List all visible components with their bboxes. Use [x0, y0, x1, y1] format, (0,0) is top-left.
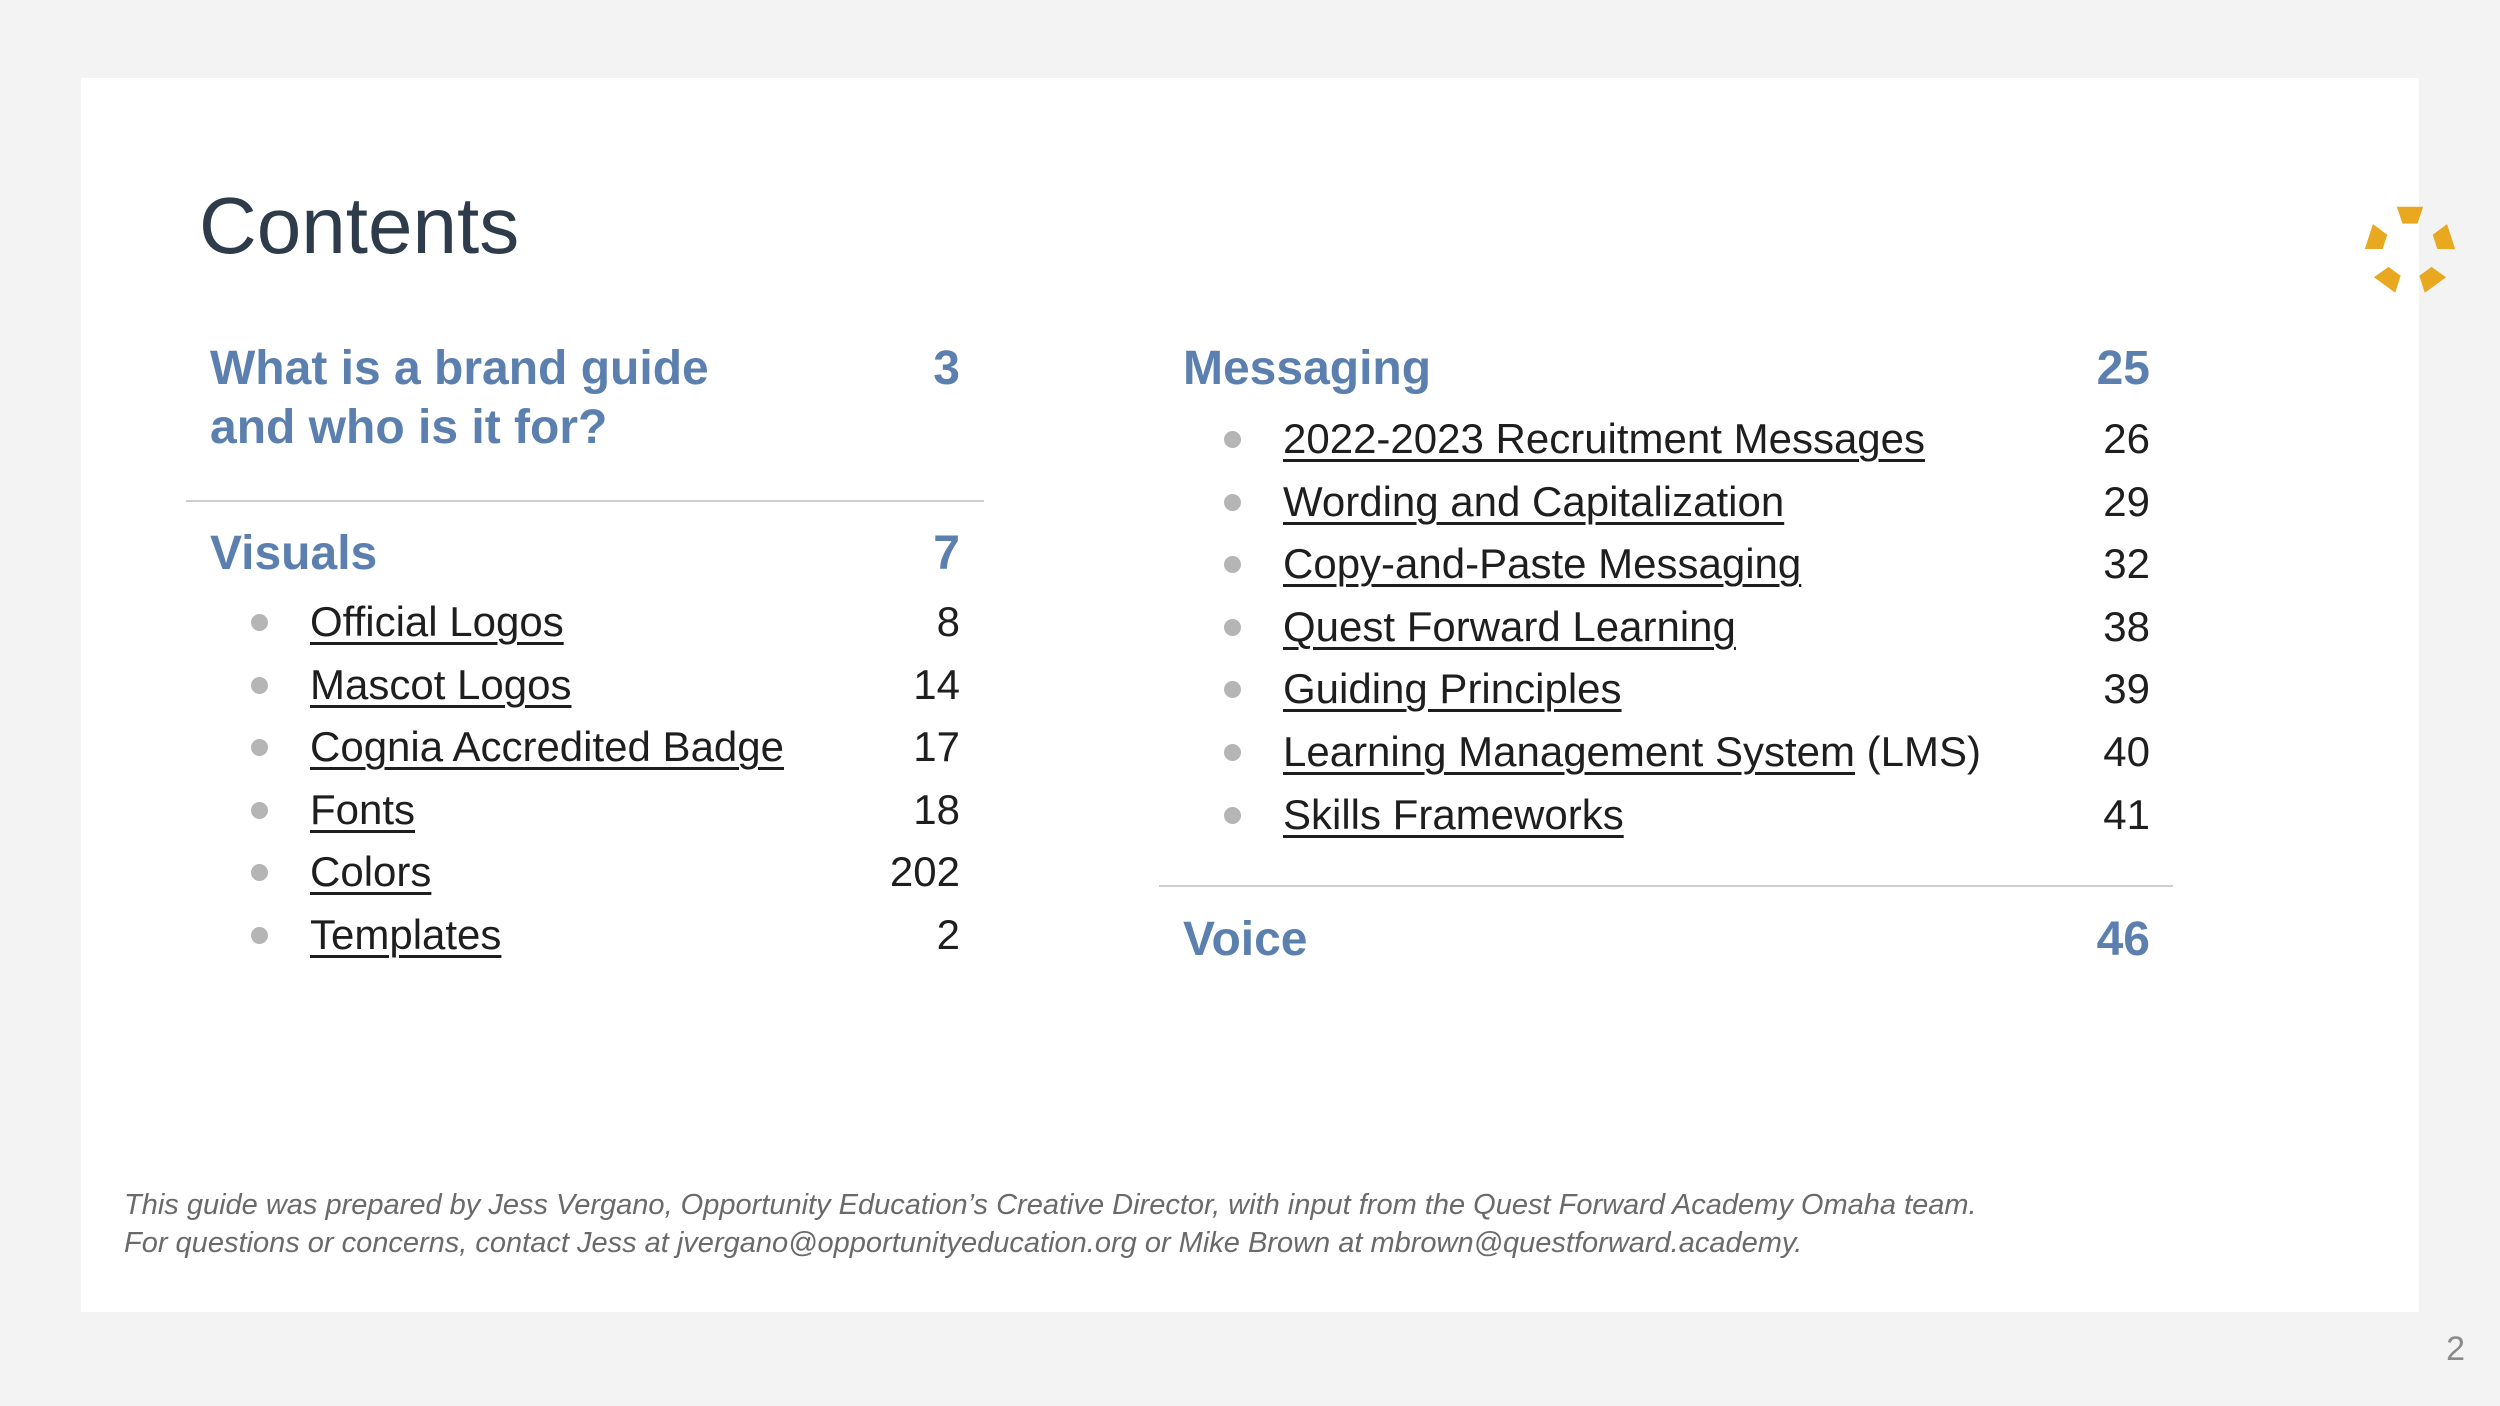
toc-page-number: 8 — [936, 598, 960, 645]
toc-item — [310, 591, 564, 653]
footer-line-1: This guide was prepared by Jess Vergano, Opportunity Education’s Creative Director, with input from the Quest Forward Academy Omaha team. — [124, 1189, 1977, 1221]
toc-link[interactable]: Templates — [310, 911, 502, 958]
divider-right — [1159, 885, 2173, 887]
section-title-voice[interactable]: Voice — [1183, 913, 1308, 966]
toc-page-number: 40 — [2103, 728, 2150, 775]
intro-title-line1: What is a brand guide — [210, 342, 709, 395]
bullet-dot-icon — [1224, 807, 1241, 824]
toc-link[interactable]: Learning Management System — [1283, 728, 1855, 775]
toc-page-number: 32 — [2103, 540, 2150, 588]
toc-item — [1283, 784, 1624, 846]
toc-link[interactable]: Guiding Principles — [1283, 665, 1622, 713]
toc-link[interactable]: Cognia Accredited Badge — [310, 723, 784, 771]
toc-item — [1283, 658, 1622, 720]
toc-item — [310, 654, 571, 716]
toc-link[interactable]: Fonts — [310, 785, 416, 833]
toc-page-number: 17 — [913, 723, 960, 771]
section-page-intro: 3 — [933, 342, 960, 395]
toc-page-number: 29 — [2103, 477, 2150, 525]
toc-link[interactable]: Mascot Logos — [310, 660, 572, 708]
toc-item — [310, 716, 784, 778]
sun-burst-logo-icon — [2363, 203, 2457, 297]
bullet-dot-icon — [251, 927, 268, 944]
toc-page-number: 2 — [936, 911, 960, 958]
section-title-visuals[interactable]: Visuals — [210, 527, 378, 580]
toc-link[interactable]: Official Logos — [310, 598, 564, 645]
bullet-dot-icon — [251, 614, 268, 631]
toc-item — [1283, 408, 1925, 470]
toc-page-number: 38 — [2103, 602, 2150, 650]
toc-link[interactable]: 2022-2023 Recruitment Messages — [1283, 415, 1926, 462]
bullet-dot-icon — [251, 677, 268, 694]
toc-item — [1283, 596, 1736, 658]
toc-item — [310, 841, 431, 903]
toc-page-number: 202 — [889, 848, 960, 896]
toc-link[interactable]: Skills Frameworks — [1283, 790, 1624, 838]
section-page-voice: 46 — [2096, 913, 2150, 966]
bullet-dot-icon — [1224, 744, 1241, 761]
toc-link[interactable]: Colors — [310, 848, 432, 896]
toc-link[interactable]: Copy-and-Paste Messaging — [1283, 540, 1802, 588]
toc-item-suffix: (LMS) — [1854, 728, 1981, 775]
toc-item — [310, 779, 415, 841]
page-number: 2 — [2446, 1330, 2465, 1368]
section-title-messaging[interactable]: Messaging — [1183, 342, 1432, 395]
toc-page-number: 14 — [913, 660, 960, 708]
toc-item — [310, 904, 501, 966]
bullet-dot-icon — [1224, 431, 1241, 448]
footer-line-2: For questions or concerns, contact Jess at jvergano@opportunityeducation.org or Mike Brown at mbrown@questforward.academy. — [124, 1227, 1803, 1259]
divider-left — [186, 500, 984, 502]
toc-item — [1283, 533, 1801, 595]
bullet-dot-icon — [1224, 494, 1241, 511]
intro-title-line2: and who is it for? — [210, 401, 608, 454]
toc-link[interactable]: Wording and Capitalization — [1283, 477, 1785, 525]
toc-page-number: 26 — [2103, 415, 2150, 462]
section-page-messaging: 25 — [2096, 342, 2150, 395]
toc-item — [1283, 721, 1981, 783]
bullet-dot-icon — [1224, 619, 1241, 636]
page-title: Contents — [199, 181, 520, 270]
toc-item — [1283, 471, 1784, 533]
toc-page-number: 18 — [913, 785, 960, 833]
toc-page-number: 39 — [2103, 665, 2150, 713]
toc-link[interactable]: Quest Forward Learning — [1283, 602, 1736, 650]
section-title-intro[interactable] — [210, 339, 709, 457]
bullet-dot-icon — [251, 802, 268, 819]
footer-note — [124, 1186, 1977, 1262]
toc-page-number: 41 — [2103, 790, 2150, 838]
section-page-visuals: 7 — [933, 527, 960, 580]
